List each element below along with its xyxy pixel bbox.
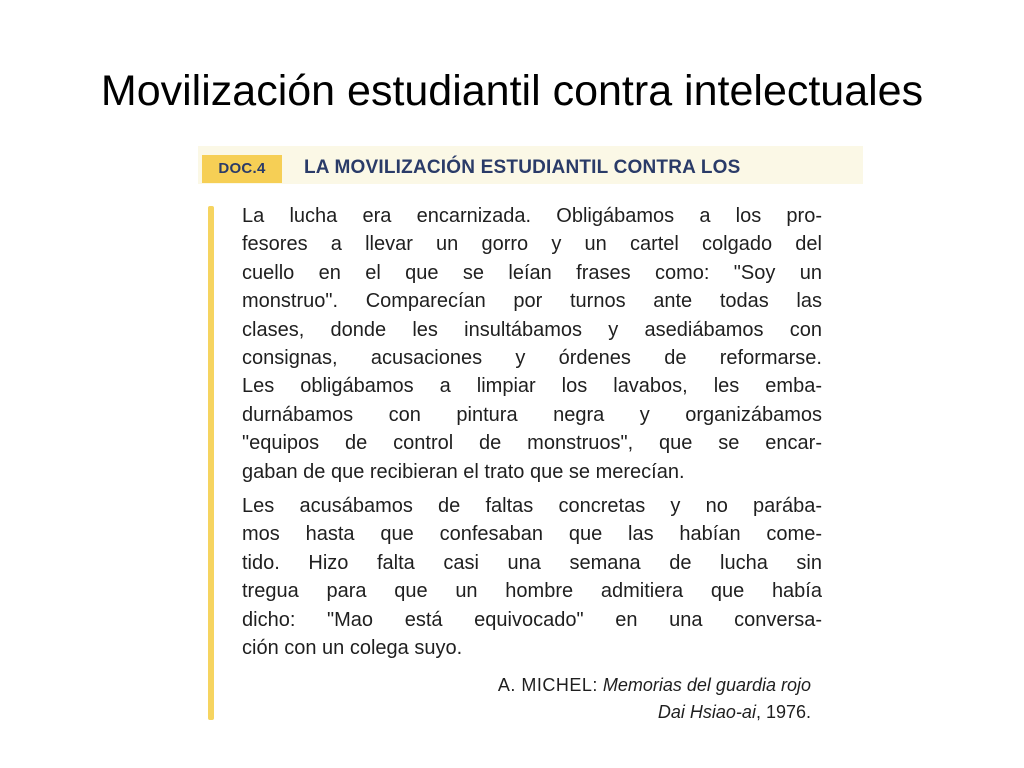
quote-side-bar <box>208 206 214 720</box>
text-line: La lucha era encarnizada. Obligábamos a los pro- <box>242 205 822 227</box>
text-line: dicho: "Mao está equivocado" en una conversa- <box>242 608 822 631</box>
text-line: durnábamos con pintura negra y organizábamos <box>242 403 822 426</box>
text-line: monstruo". Comparecían por turnos ante todas las <box>242 290 822 313</box>
citation-author: A. MICHEL: <box>497 675 598 695</box>
text-line: cuello en el que se leían frases como: "Soy un <box>242 261 822 284</box>
paragraph-1 <box>242 202 822 486</box>
text-line: Les acusábamos de faltas concretas y no parába- <box>242 495 822 518</box>
citation <box>498 672 811 726</box>
document-body <box>242 202 822 669</box>
text-line: fesores a llevar un gorro y un cartel colgado del <box>242 233 822 256</box>
text-line: clases, donde les insultábamos y asediábamos con <box>242 318 822 341</box>
text-line: Les obligábamos a limpiar los lavabos, les emba- <box>242 375 822 398</box>
doc-badge: DOC.4 <box>202 155 282 183</box>
text-line: tregua para que un hombre admitiera que había <box>242 580 822 603</box>
document-heading: LA MOVILIZACIÓN ESTUDIANTIL CONTRA LOS <box>304 157 741 178</box>
text-line: gaban de que recibieran el trato que se merecían. <box>242 460 685 483</box>
citation-line-1 <box>498 672 811 699</box>
slide-title: Movilización estudiantil contra intelectuales <box>100 67 924 115</box>
citation-line-2 <box>498 699 811 726</box>
text-line: consignas, acusaciones y órdenes de reformarse. <box>242 347 822 370</box>
citation-year: , 1976. <box>755 702 811 722</box>
paragraph-2 <box>242 492 822 662</box>
citation-work: Memorias del guardia rojo <box>602 675 811 695</box>
text-line: mos hasta que confesaban que las habían come- <box>242 523 822 546</box>
text-line: ción con un colega suyo. <box>242 637 463 660</box>
text-line: tido. Hizo falta casi una semana de lucha sin <box>242 551 822 574</box>
document-scan <box>198 140 863 730</box>
document-header <box>198 146 863 184</box>
citation-name: Dai Hsiao-ai <box>657 702 756 722</box>
text-line: "equipos de control de monstruos", que se encar- <box>242 432 822 455</box>
